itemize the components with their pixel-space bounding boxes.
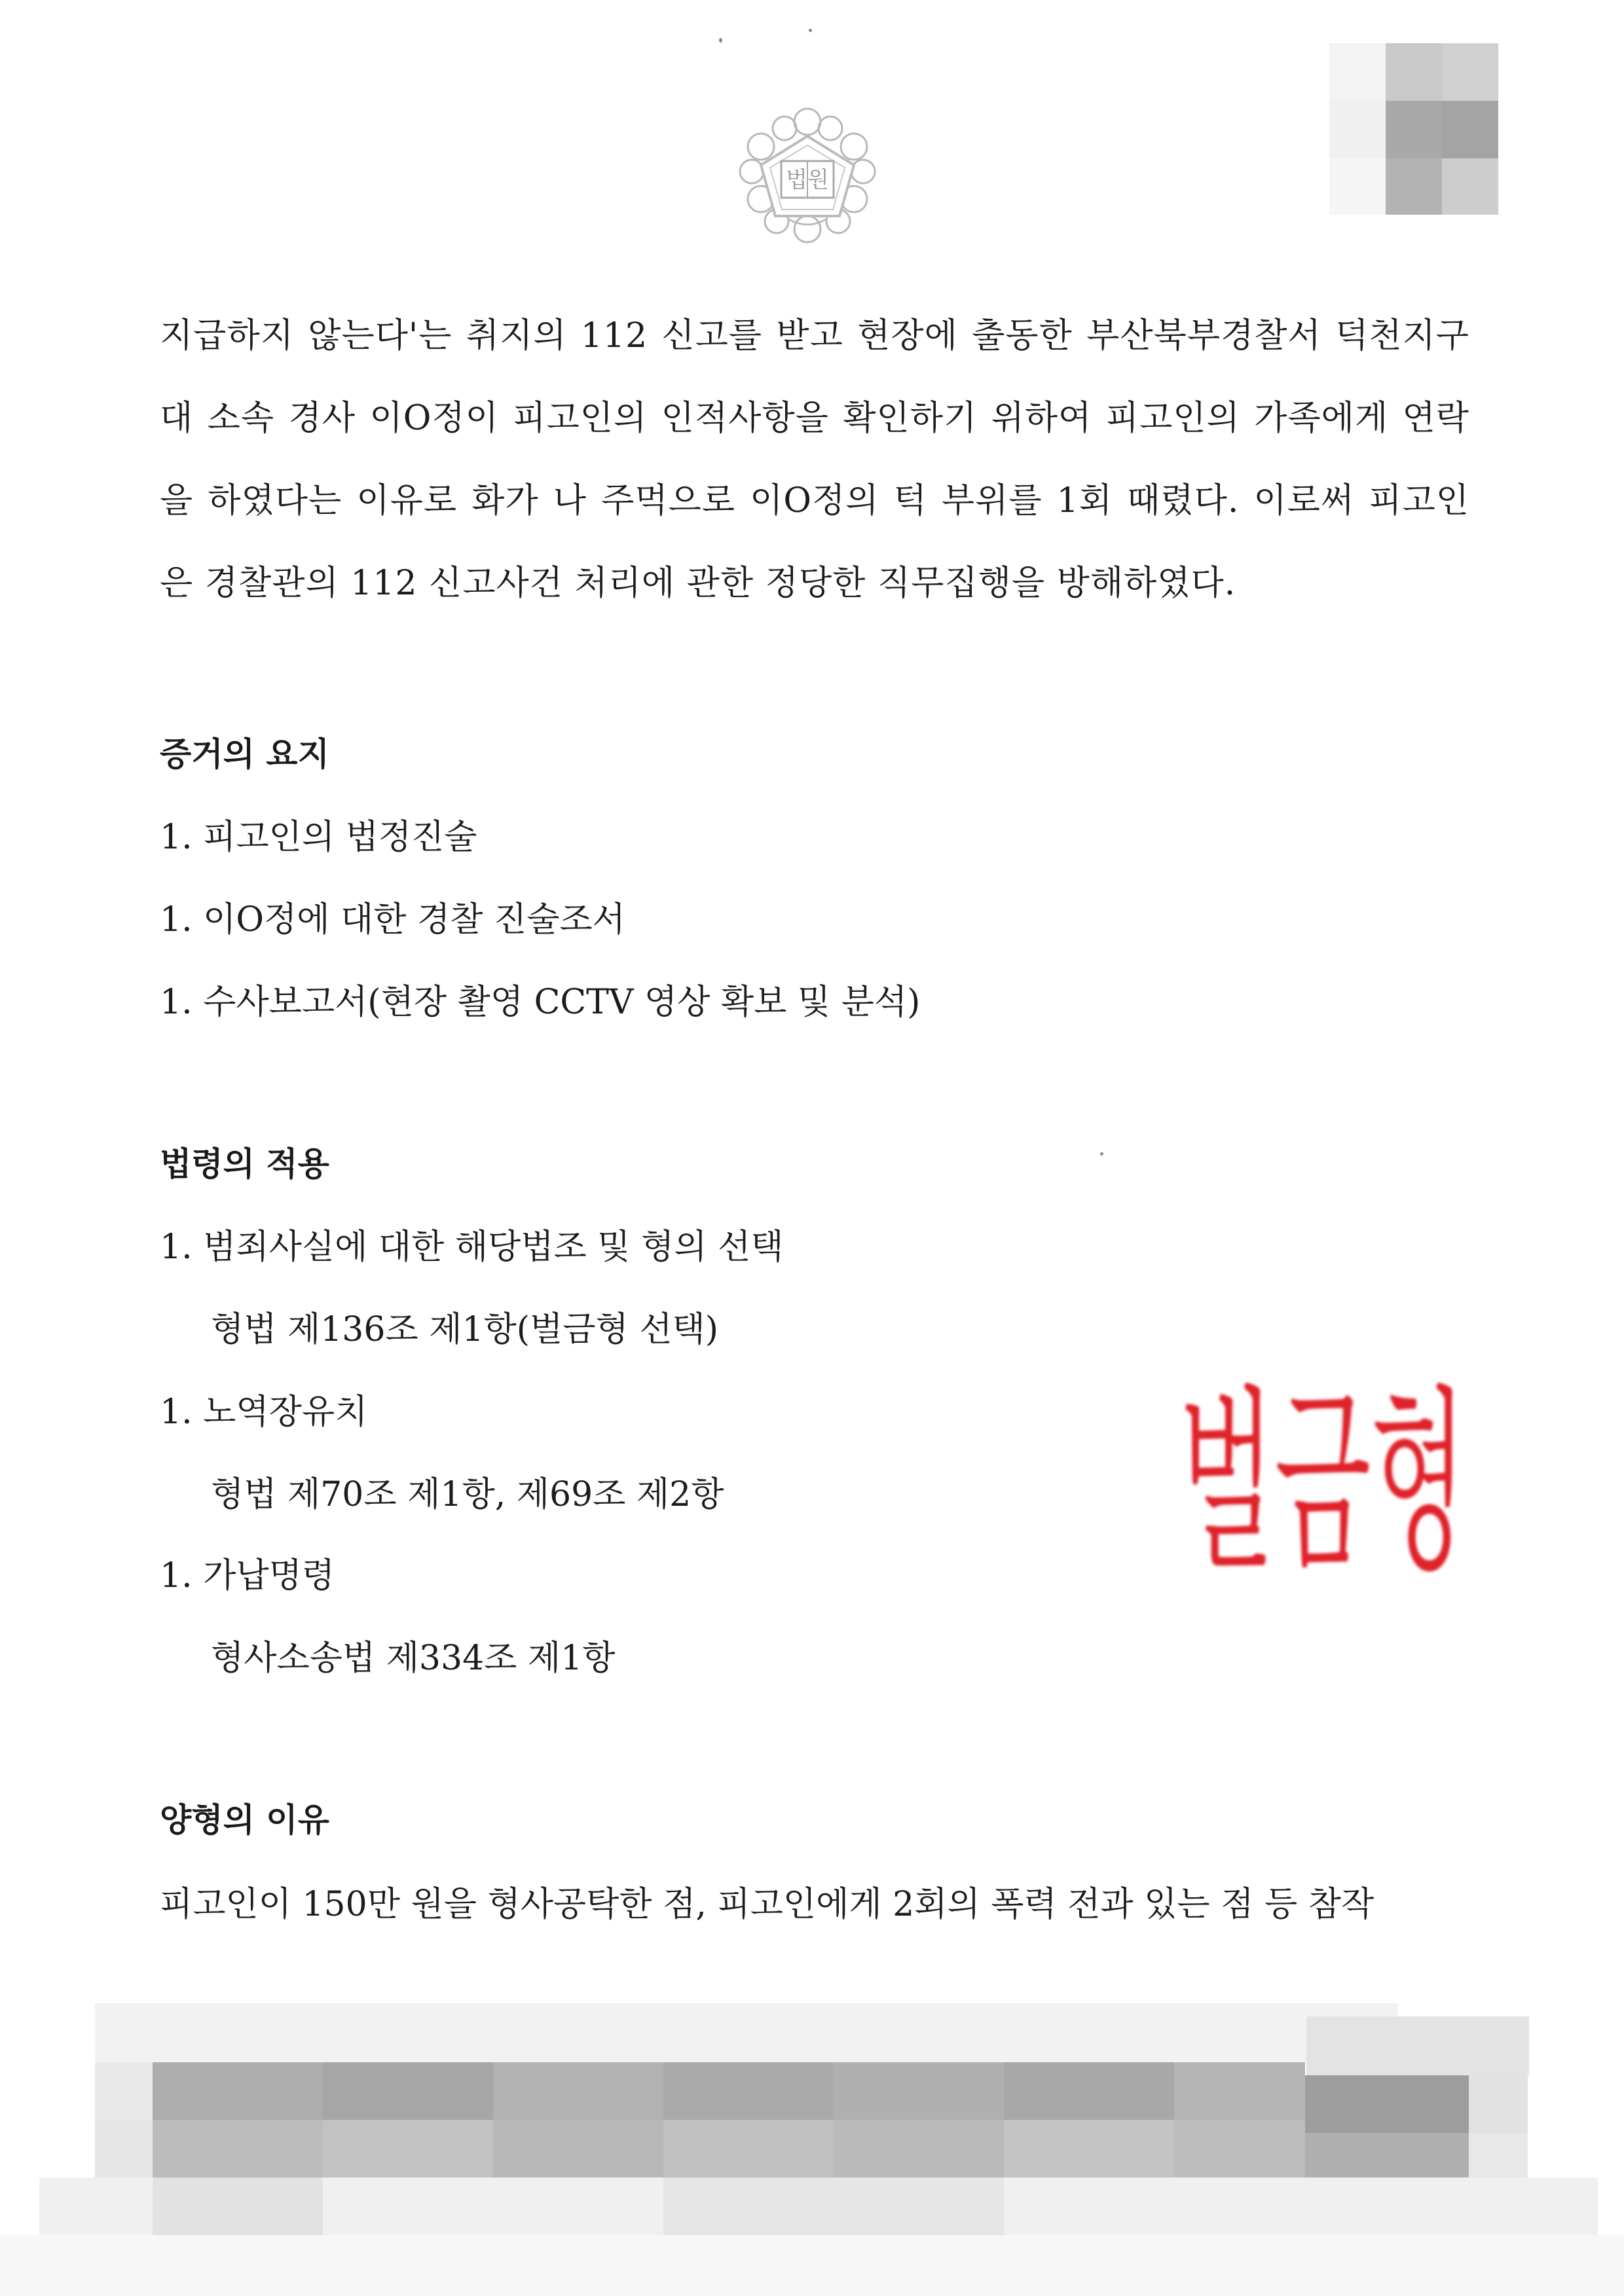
law-item-label: 1. 가납명령 bbox=[160, 1556, 335, 1595]
facts-line: 대 소속 경사 이O정이 피고인의 인적사항을 확인하기 위하여 피고인의 가족에게 연락 bbox=[160, 399, 1469, 438]
sentencing-heading: 양형의 이유 bbox=[160, 1801, 329, 1839]
law-item-label: 1. 범죄사실에 대한 해당법조 및 형의 선택 bbox=[160, 1228, 784, 1267]
redacted-block-bottom bbox=[0, 2003, 1624, 2296]
scan-speck bbox=[1100, 1152, 1103, 1156]
facts-line: 을 하였다는 이유로 화가 나 주먹으로 이O정의 턱 부위를 1회 때렸다. 이로써 피고인 bbox=[160, 481, 1469, 520]
law-item-detail: 형사소송법 제334조 제1항 bbox=[211, 1639, 616, 1678]
redacted-block-top bbox=[1329, 43, 1498, 215]
law-heading: 법령의 적용 bbox=[160, 1145, 329, 1183]
law-item-detail: 형법 제136조 제1항(벌금형 선택) bbox=[211, 1310, 719, 1349]
sentencing-text: 피고인이 150만 원을 형사공탁한 점, 피고인에게 2회의 폭력 전과 있는 점 등 참작 bbox=[160, 1885, 1375, 1924]
emblem-label: 법원 bbox=[786, 167, 829, 193]
law-item-detail: 형법 제70조 제1항, 제69조 제2항 bbox=[211, 1475, 724, 1514]
stamp-text: 벌금형 bbox=[1179, 1368, 1467, 1591]
facts-line: 지급하지 않는다'는 취지의 112 신고를 받고 현장에 출동한 부산북부경찰서 덕천지구 bbox=[160, 316, 1469, 355]
fine-stamp bbox=[1172, 1349, 1473, 1591]
evidence-item: 1. 수사보고서(현장 촬영 CCTV 영상 확보 및 분석) bbox=[160, 983, 921, 1022]
court-emblem-icon bbox=[726, 90, 889, 254]
law-item-label: 1. 노역장유치 bbox=[160, 1393, 368, 1432]
evidence-item: 1. 피고인의 법정진술 bbox=[160, 818, 477, 857]
evidence-item: 1. 이O정에 대한 경찰 진술조서 bbox=[160, 900, 625, 939]
evidence-heading: 증거의 요지 bbox=[160, 735, 329, 773]
scan-speck bbox=[719, 38, 722, 43]
scan-speck bbox=[809, 29, 812, 32]
facts-line: 은 경찰관의 112 신고사건 처리에 관한 정당한 직무집행을 방해하였다. bbox=[160, 564, 1236, 603]
